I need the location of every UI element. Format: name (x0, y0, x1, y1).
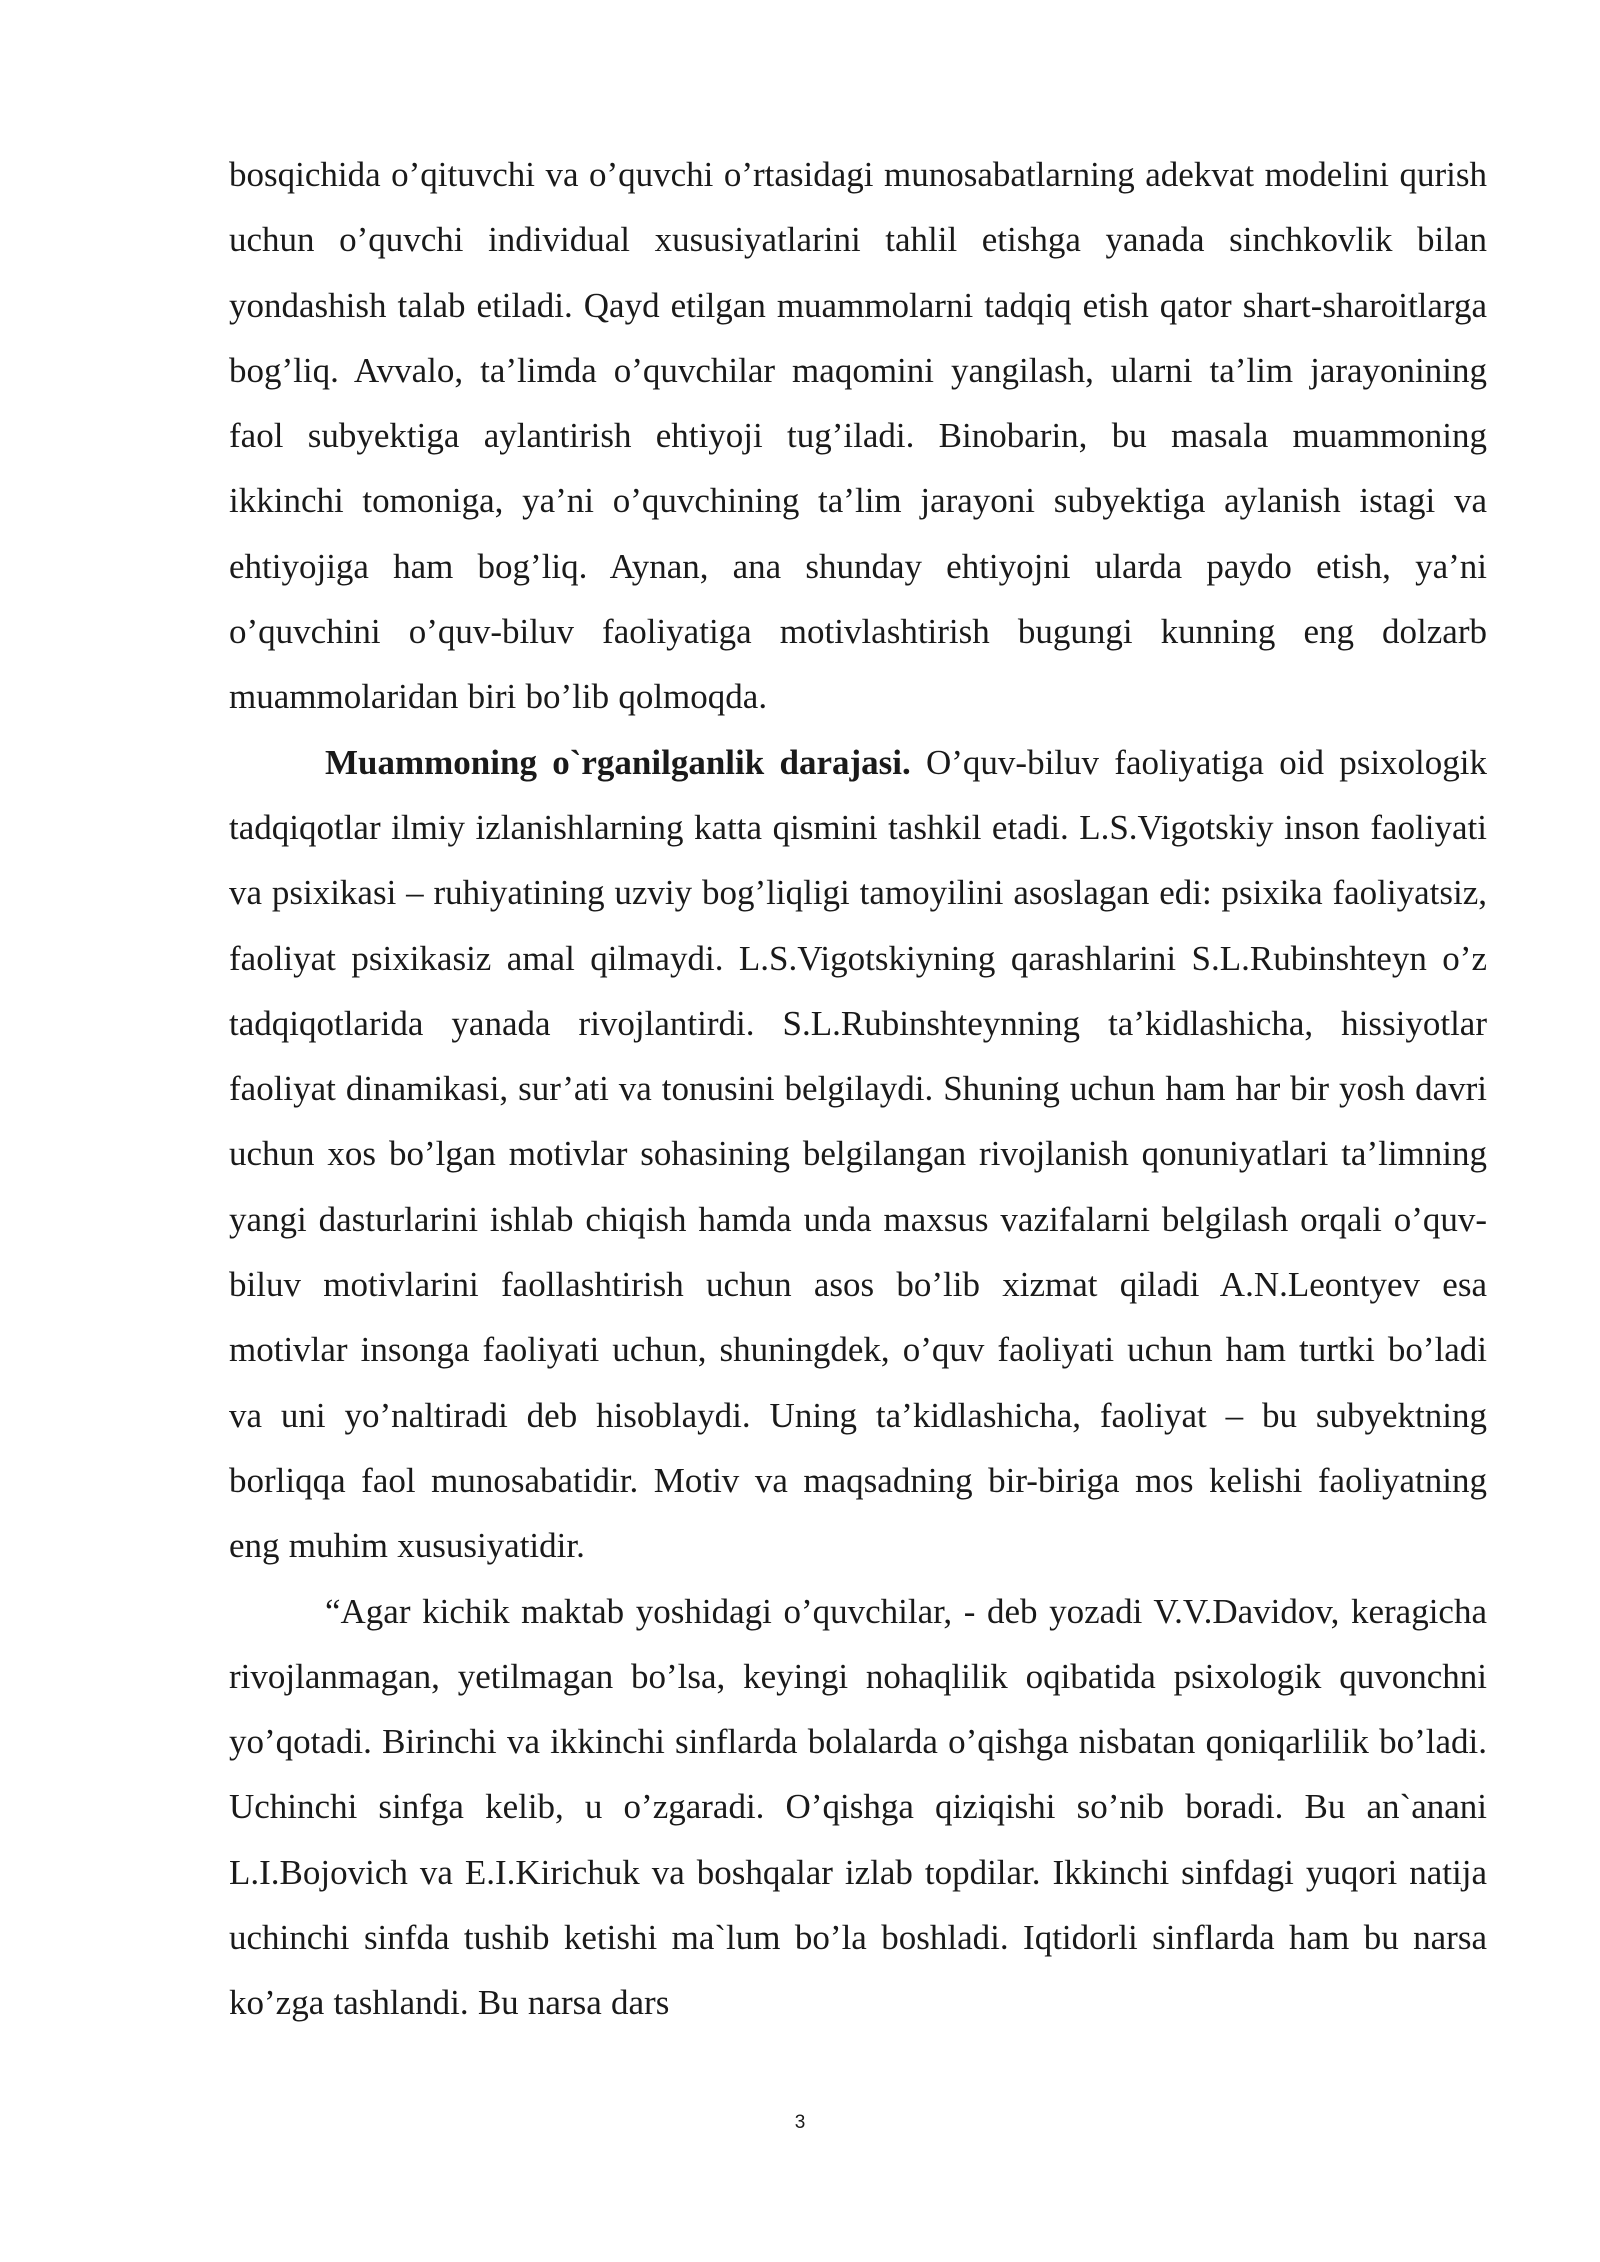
paragraph-text: “Agar kichik maktab yoshidagi o’quvchilar, - deb yozadi V.V.Davidov, keragicha rivojlanmagan, yetilmagan bo’lsa, keyingi nohaqlilik oqibatida psixologik quvonchni yo’qotadi. Birinchi va ikkinchi sinflarda bolalarda o’qishga nisbatan qoniqarlilik bo’ladi. Uchinchi sinfga kelib, u o’zgaradi. O’qishga qiziqishi so’nib boradi. Bu an`anani L.I.Bojovich va E.I.Kirichuk va boshqalar izlab topdilar. Ikkinchi sinfdagi yuqori natija uchinchi sinfda tushib ketishi ma`lum bo’la boshladi. Iqtidorli sinflarda ham bu narsa ko’zga tashlandi. Bu narsa dars (229, 1591, 1487, 2023)
section-heading: Muammoning o`rganilganlik darajasi. (325, 742, 911, 782)
paragraph-text: bosqichida o’qituvchi va o’quvchi o’rtasidagi munosabatlarning adekvat modelini qurish uchun o’quvchi individual xususiyatlarini tahlil etishga yanada sinchkovlik bilan yondashish talab etiladi. Qayd etilgan muammolarni tadqiq etish qator shart-sharoitlarga bog’liq. Avvalo, ta’limda o’quvchilar maqomini yangilash, ularni ta’lim jarayonining faol subyektiga aylantirish ehtiyoji tug’iladi. Binobarin, bu masala muammoning ikkinchi tomoniga, ya’ni o’quvchining ta’lim jarayoni subyektiga aylanish istagi va ehtiyojiga ham bog’liq. Aynan, ana shunday ehtiyojni ularda paydo etish, ya’ni o’quvchini o’quv-biluv faoliyatiga motivlashtirish bugungi kunning eng dolzarb muammolaridan biri bo’lib qolmoqda. (229, 155, 1487, 717)
paragraph-text: O’quv-biluv faoliyatiga oid psixologik tadqiqotlar ilmiy izlanishlarning katta qismini tashkil etadi. L.S.Vigotskiy inson faoliyati va psixikasi – ruhiyatining uzviy bog’liqligi tamoyilini asoslagan edi: psixika faoliyatsiz, faoliyat psixikasiz amal qilmaydi. L.S.Vigotskiyning qarashlarini S.L.Rubinshteyn o’z tadqiqotlarida yanada rivojlantirdi. S.L.Rubinshteynning ta’kidlashicha, hissiyotlar faoliyat dinamikasi, sur’ati va tonusini belgilaydi. Shuning uchun ham har bir yosh davri uchun xos bo’lgan motivlar sohasining belgilangan rivojlanish qonuniyatlari ta’limning yangi dasturlarini ishlab chiqish hamda unda maxsus vazifalarni belgilash orqali o’quv-biluv motivlarini faollashtirish uchun asos bo’lib xizmat qiladi A.N.Leontyev esa motivlar insonga faoliyati uchun, shuningdek, o’quv faoliyati uchun ham turtki bo’ladi va uni yo’naltiradi deb hisoblaydi. Uning ta’kidlashicha, faoliyat – bu subyektning borliqqa faol munosabatidir. Motiv va maqsadning bir-biriga mos kelishi faoliyatning eng muhim xususiyatidir. (229, 742, 1487, 1566)
paragraph-intro (229, 142, 1487, 730)
paragraph-quote (229, 1579, 1487, 2036)
paragraph-study-level (229, 730, 1487, 1579)
page-number: 3 (794, 2112, 806, 2133)
document-page (229, 142, 1487, 2036)
